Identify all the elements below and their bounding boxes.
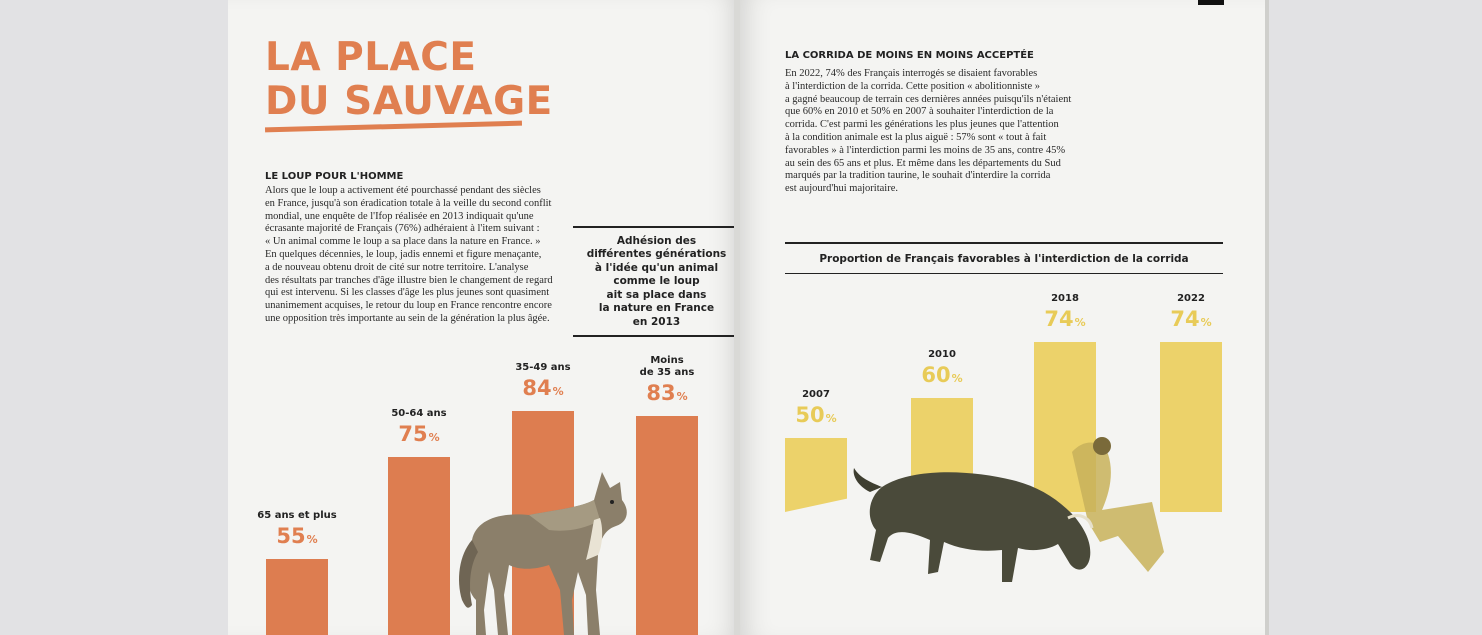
bar-label-1-0: 2007 — [802, 389, 830, 400]
body-line: a de nouveau obtenu droit de cité sur notre territoire. L'analyse — [265, 261, 529, 273]
title-line-2: DU SAUVAGE — [265, 79, 553, 124]
divider — [573, 226, 740, 228]
bar-label-0-2: 35-49 ans — [515, 361, 571, 373]
bar-value-1-1: 60% — [921, 363, 963, 387]
corrida-section-heading: LA CORRIDA DE MOINS EN MOINS ACCEPTÉE — [785, 50, 1034, 61]
divider — [785, 273, 1223, 275]
bar-label-0-0: 65 ans et plus — [257, 510, 337, 522]
chart-title-line: Adhésion des — [616, 234, 697, 247]
bar-label-0-3: Moins de 35 ans — [639, 355, 695, 379]
chart-title-line: ait sa place dans — [606, 288, 707, 301]
body-line: favorables » à l'interdiction parmi les moins de 35 ans, contre 45% — [785, 144, 1066, 156]
wolf-section-heading: LE LOUP POUR L'HOMME — [265, 171, 404, 182]
bar-value-0-2: 84% — [522, 375, 564, 400]
logo-mark — [1198, 0, 1224, 5]
body-line: En 2022, 74% des Français interrogés se disaient favorables — [785, 68, 1038, 79]
body-line: marqués par la tradition taurine, le souhait d'interdire la corrida — [785, 170, 1051, 182]
body-line: écrasante majorité de Français (76%) adhéraient à l'item suivant : — [265, 223, 540, 235]
wolf-illustration — [454, 460, 629, 635]
wolf-chart-title — [573, 226, 740, 337]
chart-title-line: en 2013 — [632, 315, 681, 328]
divider — [573, 335, 740, 337]
body-line: a gagné beaucoup de terrain ces dernières années puisqu'ils n'étaient — [785, 93, 1072, 105]
chart-title-line: différentes générations — [586, 248, 727, 260]
body-line: à l'interdiction de la corrida. Cette position « abolitionniste » — [785, 80, 1040, 92]
body-line: En quelques décennies, le loup, jadis ennemi et figure menaçante, — [265, 248, 542, 260]
body-line: Alors que le loup a activement été pourchassé pendant des siècles — [265, 185, 541, 196]
bar-label-1-3: 2022 — [1177, 293, 1205, 304]
bar-value-0-0: 55% — [276, 524, 318, 549]
bar-label-1-1: 2010 — [928, 349, 956, 360]
corrida-body-text — [785, 68, 1071, 196]
bar-0-0 — [266, 559, 328, 635]
body-line: que 60% en 2010 et 50% en 2007 à souhaiter l'interdiction de la — [785, 106, 1054, 118]
page-edge — [1265, 0, 1269, 635]
body-line: une opposition très importante au sein de la génération la plus âgée. — [265, 312, 550, 324]
body-line: corrida. C'est parmi les générations les plus jeunes que l'attention — [785, 119, 1059, 131]
bar-value-1-2: 74% — [1044, 307, 1086, 331]
body-line: des résultats par tranches d'âge illustre bien le changement de regard — [265, 274, 553, 286]
bar-value-0-1: 75% — [398, 422, 440, 446]
right-page — [740, 0, 1265, 635]
left-page — [228, 0, 740, 635]
body-line: à la condition animale est la plus aiguë : 57% sont « tout à fait — [785, 131, 1047, 143]
body-line: unanimement acquises, le retour du loup en France rencontre encore — [265, 300, 552, 312]
bar-value-1-0: 50% — [795, 403, 837, 427]
body-line: « Un animal comme le loup a sa place dans la nature en France. » — [265, 236, 541, 248]
body-line: qui est intervenu. Si les classes d'âge les plus jeunes sont quasiment — [265, 287, 550, 299]
divider — [785, 242, 1223, 244]
bar-1-0 — [785, 438, 847, 512]
bar-value-0-3: 83% — [646, 381, 688, 406]
chart-title-line: comme le loup — [613, 275, 700, 287]
chart-title-line: la nature en France — [598, 302, 715, 314]
bar-label-1-2: 2018 — [1051, 293, 1079, 304]
bar-0-1 — [388, 457, 450, 635]
chart-title-line: à l'idée qu'un animal — [594, 261, 719, 274]
body-line: mondial, une enquête de l'Ifop réalisée en 2013 indiquait qu'une — [265, 210, 534, 222]
wolf-body-text — [265, 185, 553, 326]
bar-label-0-1: 50-64 ans — [391, 408, 447, 419]
title-line-1: LA PLACE — [265, 35, 477, 80]
body-line: au sein des 65 ans et plus. Et même dans les départements du Sud — [785, 157, 1061, 169]
corrida-chart-title-text: Proportion de Français favorables à l'interdiction de la corrida — [819, 252, 1189, 265]
page-title — [265, 36, 553, 124]
bullfight-illustration — [852, 432, 1172, 592]
body-line: est aujourd'hui majoritaire. — [785, 183, 898, 195]
bar-value-1-3: 74% — [1170, 307, 1212, 331]
bar-0-3 — [636, 416, 698, 635]
body-line: en France, jusqu'à son éradication totale à la veille du second conflit — [265, 197, 552, 209]
corrida-chart-title — [785, 242, 1223, 274]
